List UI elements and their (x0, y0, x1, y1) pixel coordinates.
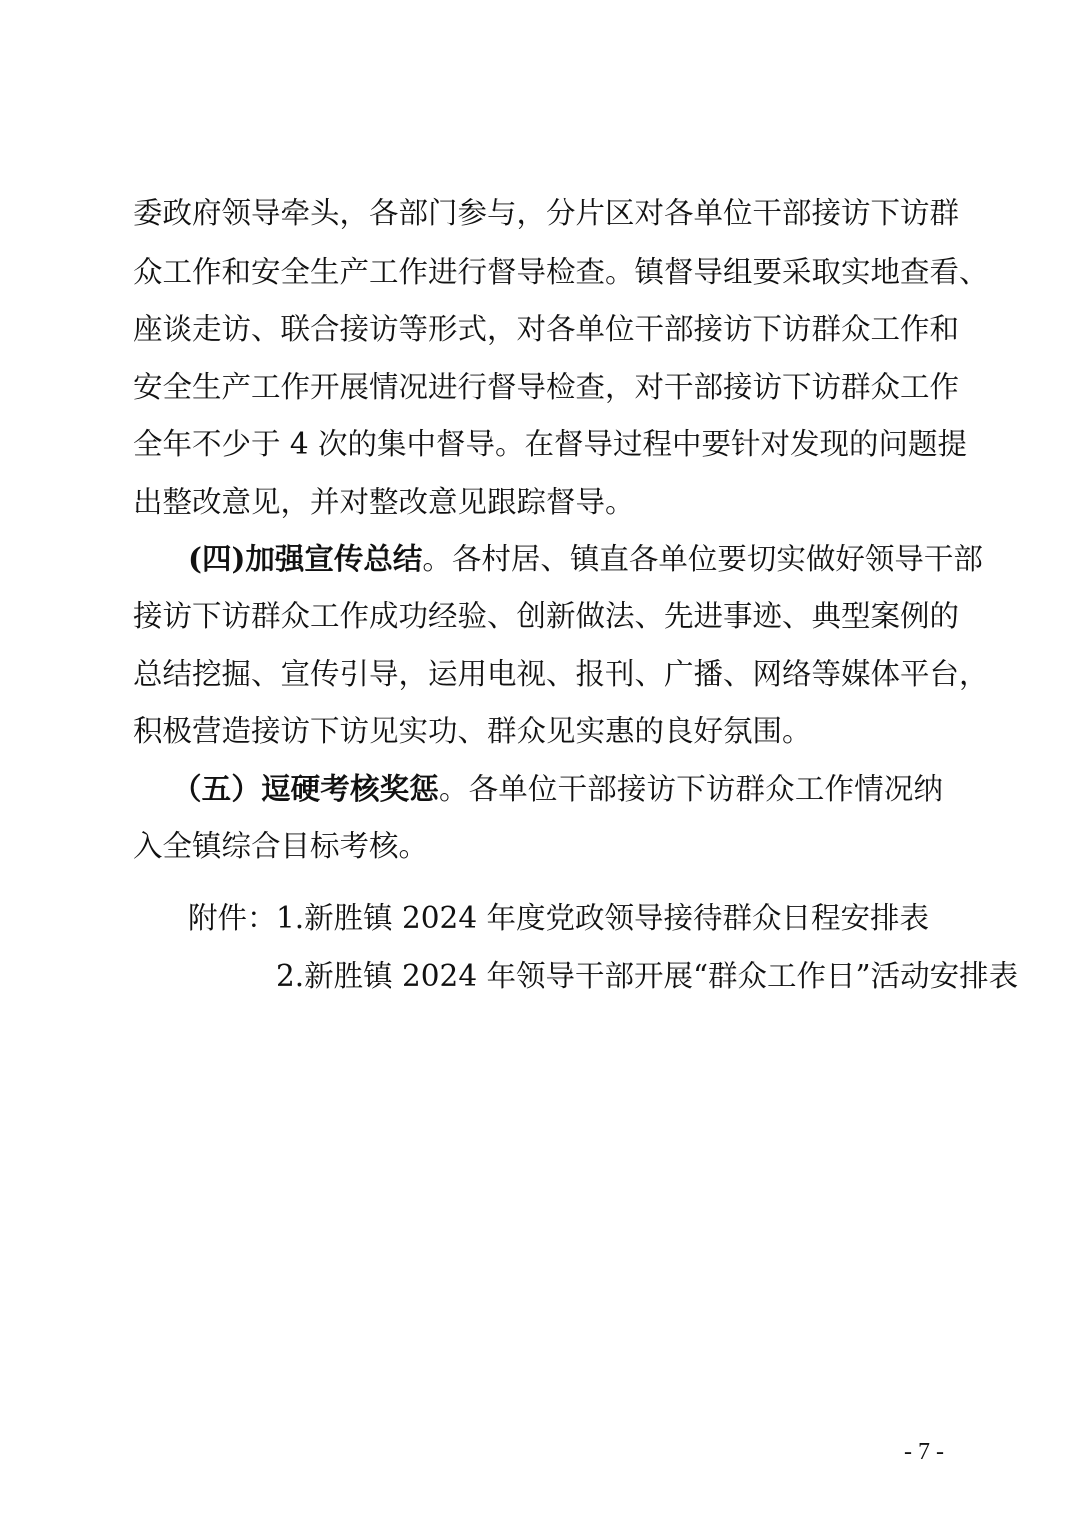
attachment-item: 1.新胜镇 2024 年度党政领导接待群众日程安排表 (276, 901, 929, 935)
page-number: - 7 - (904, 1439, 944, 1465)
paragraph-first-line (172, 769, 943, 809)
body-line: 委政府领导牵头，各部门参与，分片区对各单位干部接访下访群 (133, 196, 960, 230)
body-line: 出整改意见，并对整改意见跟踪督导。 (133, 485, 635, 519)
section-heading-5: （五）逗硬考核奖惩 (172, 771, 439, 806)
body-line: 座谈走访、联合接访等形式，对各单位干部接访下访群众工作和 (133, 312, 960, 346)
body-line: 总结挖掘、宣传引导，运用电视、报刊、广播、网络等媒体平台， (133, 657, 989, 691)
body-line: 积极营造接访下访见实功、群众见实惠的良好氛围。 (133, 714, 812, 748)
paragraph-first-line (188, 539, 983, 579)
body-text: 。各村居、镇直各单位要切实做好领导干部 (422, 542, 983, 576)
attachment-label: 附件： (188, 901, 277, 935)
body-line: 全年不少于 4 次的集中督导。在督导过程中要针对发现的问题提 (133, 427, 968, 461)
body-line: 接访下访群众工作成功经验、创新做法、先进事迹、典型案例的 (133, 599, 960, 633)
body-line: 安全生产工作开展情况进行督导检查，对干部接访下访群众工作 (133, 370, 960, 404)
attachment-item: 2.新胜镇 2024 年领导干部开展“群众工作日”活动安排表 (276, 959, 1019, 993)
body-line: 入全镇综合目标考核。 (133, 829, 429, 863)
body-text: 。各单位干部接访下访群众工作情况纳 (438, 772, 943, 806)
body-line: 众工作和安全生产工作进行督导检查。镇督导组要采取实地查看、 (133, 255, 989, 289)
section-heading-4: (四)加强宣传总结 (188, 541, 423, 576)
